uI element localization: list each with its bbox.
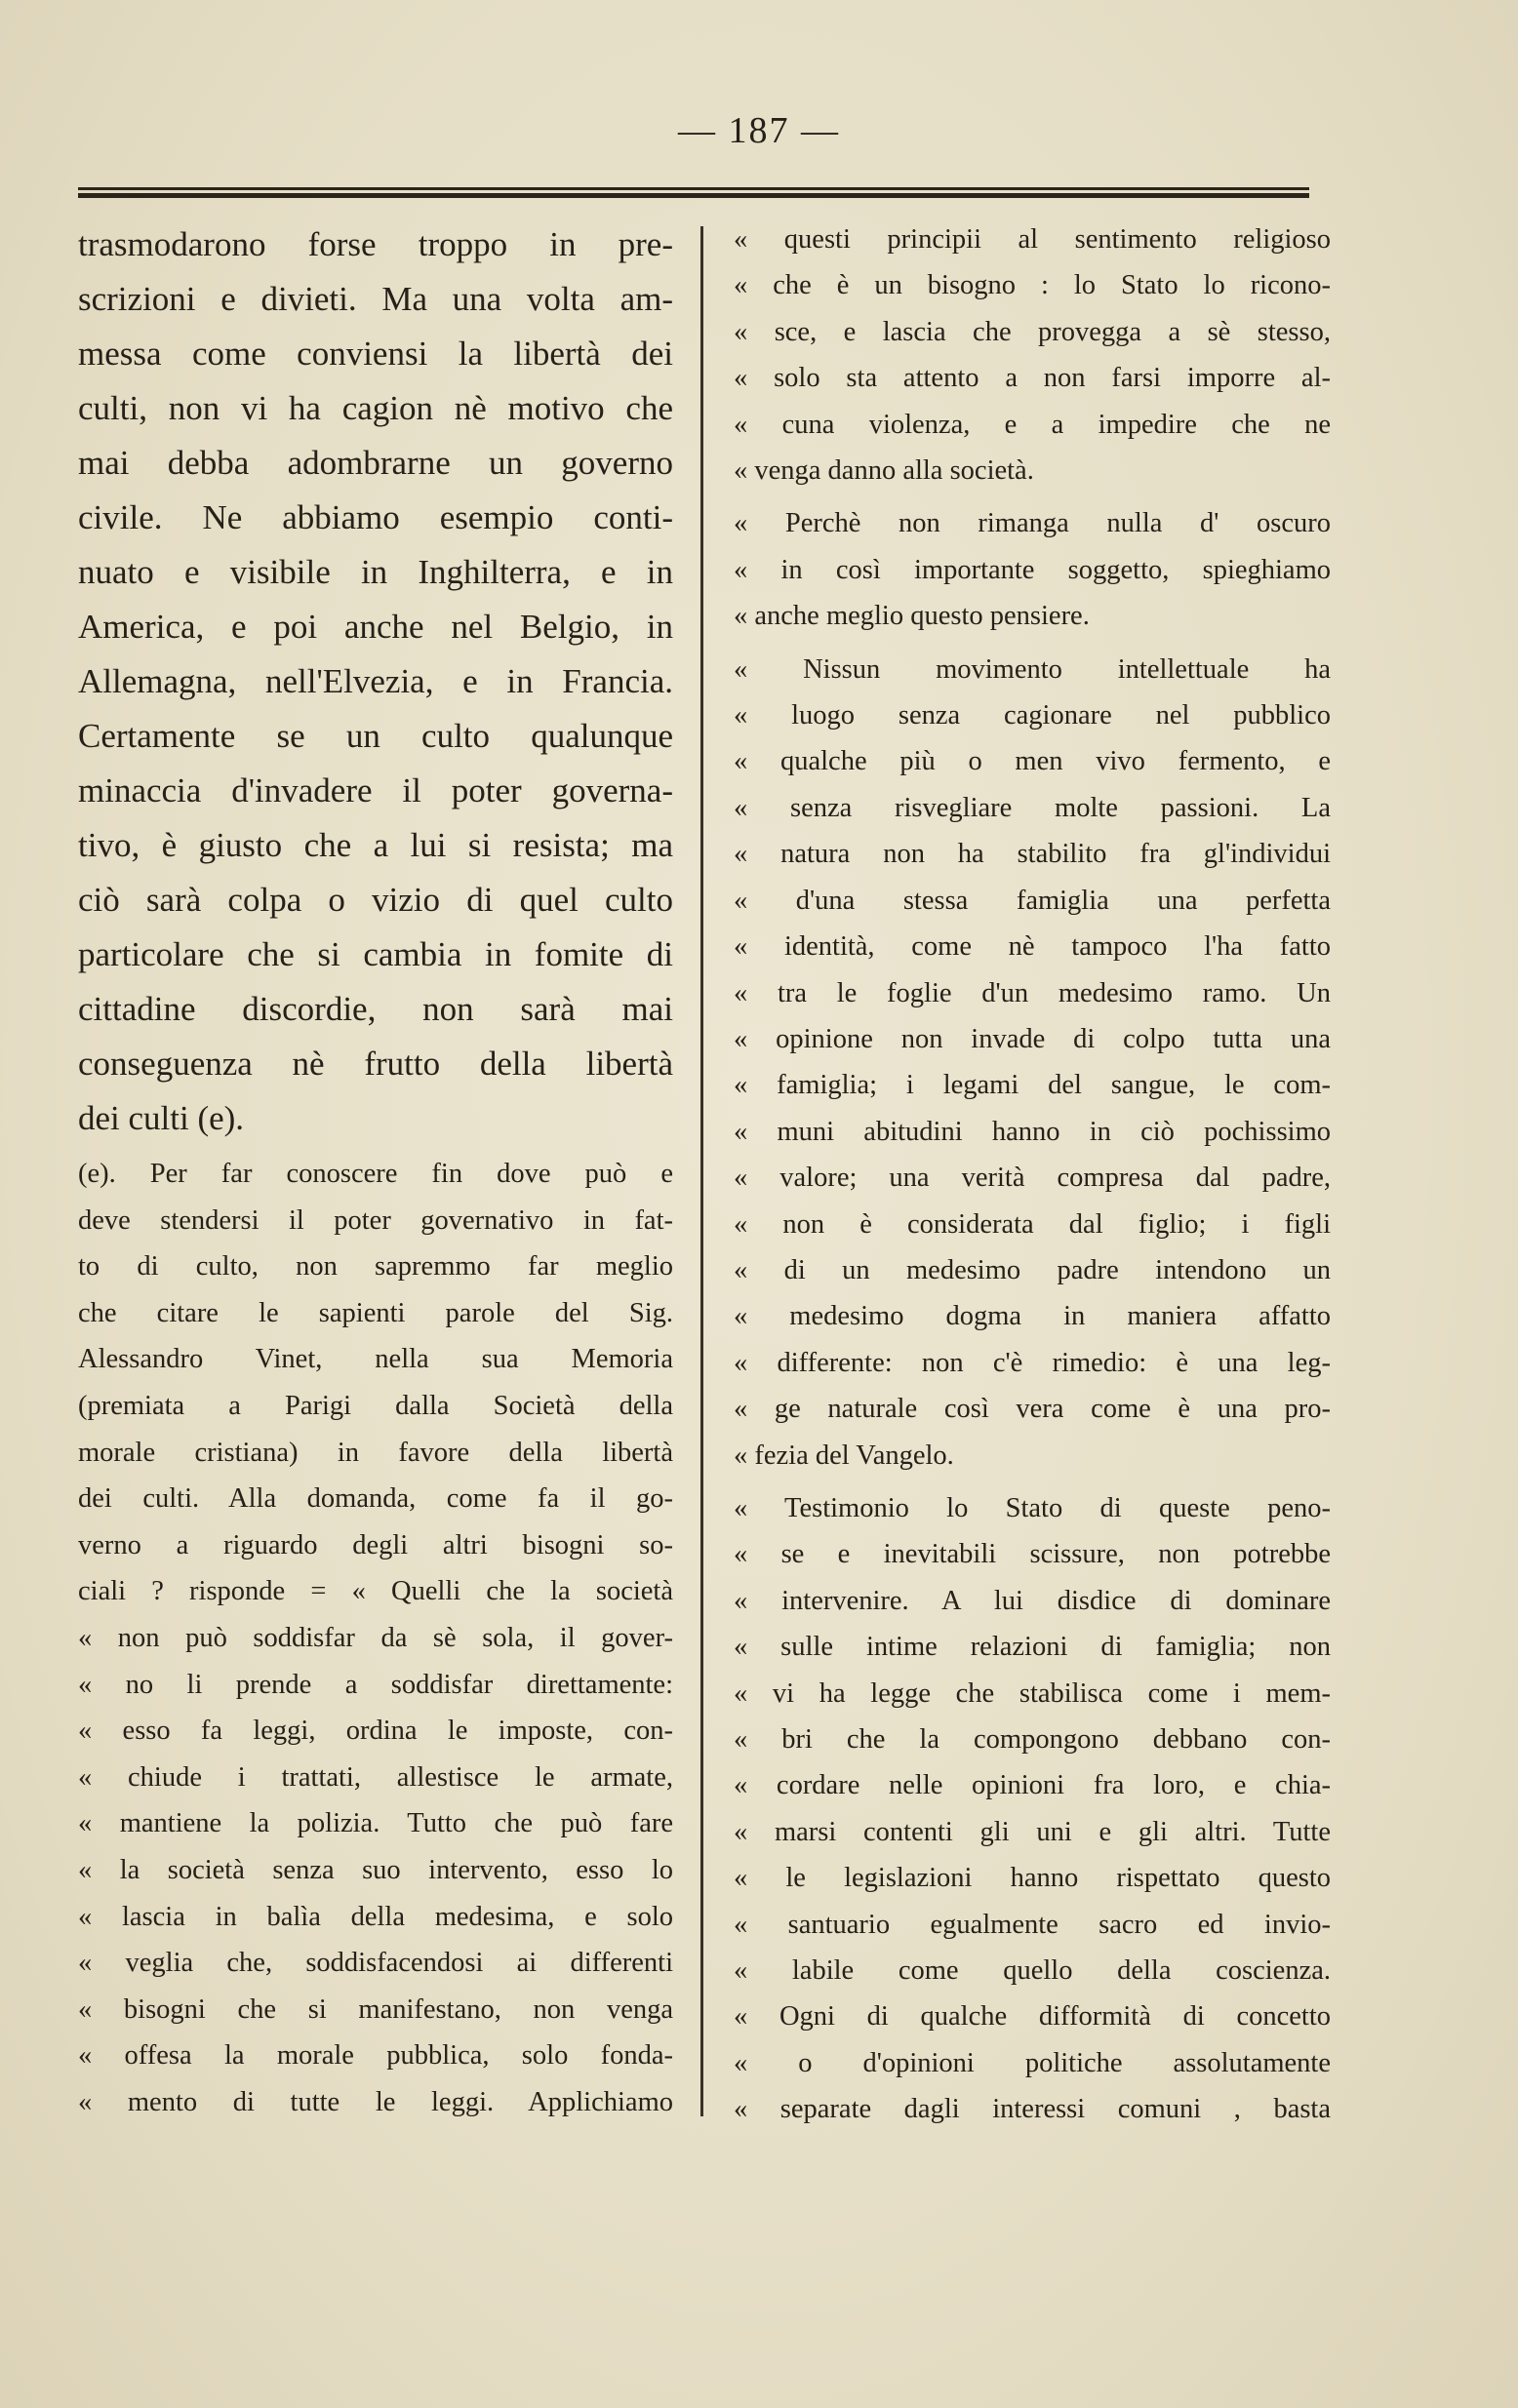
text-line: « le legislazioni hanno rispettato questo (734, 1863, 1331, 1894)
text-line: « solo sta attento a non farsi imporre al- (734, 363, 1331, 394)
text-line: « bisogni che si manifestano, non venga (78, 1994, 673, 2025)
text-line: « o d'opinioni politiche assolutamente (734, 2047, 1331, 2078)
text-line: to di culto, non sapremmo far meglio (78, 1251, 673, 1283)
text-line: civile. Ne abbiamo esempio conti- (78, 498, 673, 536)
text-line: « questi principii al sentimento religioso (734, 224, 1331, 255)
text-line: « di un medesimo padre intendono un (734, 1254, 1331, 1285)
left-column-footnote (78, 1151, 673, 2125)
text-line: « Testimonio lo Stato di queste peno- (734, 1492, 1331, 1523)
text-line: ciò sarà colpa o vizio di quel culto (78, 881, 673, 919)
text-line: « venga danno alla società. (734, 455, 1034, 487)
text-line: « d'una stessa famiglia una perfetta (734, 885, 1331, 916)
text-line: « mento di tutte le leggi. Applichiamo (78, 2086, 673, 2117)
text-line: « sulle intime relazioni di famiglia; non (734, 1632, 1331, 1663)
text-line: « mantiene la polizia. Tutto che può fare (78, 1808, 673, 1839)
text-line: « tra le foglie d'un medesimo ramo. Un (734, 977, 1331, 1008)
text-line: « veglia che, soddisfacendosi ai differenti (78, 1948, 673, 1979)
text-line: « fezia del Vangelo. (734, 1440, 954, 1471)
text-line: « qualche più o men vivo fermento, e (734, 746, 1331, 777)
text-line: « medesimo dogma in maniera affatto (734, 1301, 1331, 1332)
column-divider (700, 226, 703, 2116)
text-line: « se e inevitabili scissure, non potrebbe (734, 1539, 1331, 1570)
text-line: « luogo senza cagionare nel pubblico (734, 700, 1331, 731)
text-line: « anche meglio questo pensiere. (734, 601, 1090, 632)
text-line: « in così importante soggetto, spieghiamo (734, 554, 1331, 585)
text-line: « famiglia; i legami del sangue, le com- (734, 1070, 1331, 1101)
text-line: « no li prende a soddisfar direttamente: (78, 1669, 673, 1700)
text-line: « separate dagli interessi comuni , basta (734, 2094, 1331, 2125)
text-line: « bri che la compongono debbano con- (734, 1724, 1331, 1755)
text-line: « santuario egualmente sacro ed invio- (734, 1909, 1331, 1940)
text-line: ciali ? risponde = « Quelli che la società (78, 1576, 673, 1607)
text-line: « cuna violenza, e a impedire che ne (734, 409, 1331, 440)
left-column-main-text (78, 217, 673, 1146)
text-line: « senza risvegliare molte passioni. La (734, 792, 1331, 823)
text-line: « labile come quello della coscienza. (734, 1955, 1331, 1987)
text-line: « Nissun movimento intellettuale ha (734, 653, 1331, 685)
text-line: Allemagna, nell'Elvezia, e in Francia. (78, 662, 673, 700)
text-line: « non può soddisfar da sè sola, il gover- (78, 1622, 673, 1653)
right-column-text (734, 217, 1331, 2133)
text-line: « differente: non c'è rimedio: è una leg- (734, 1347, 1331, 1378)
text-line: cittadine discordie, non sarà mai (78, 990, 673, 1028)
text-line: conseguenza nè frutto della libertà (78, 1045, 673, 1083)
text-line: « identità, come nè tampoco l'ha fatto (734, 931, 1331, 963)
page-number: — 187 — (678, 110, 840, 151)
text-line: Alessandro Vinet, nella sua Memoria (78, 1344, 673, 1375)
text-line: « chiude i trattati, allestisce le armate, (78, 1761, 673, 1793)
text-line: dei culti (e). (78, 1099, 245, 1137)
text-line: particolare che si cambia in fomite di (78, 935, 673, 973)
text-line: « esso fa leggi, ordina le imposte, con- (78, 1716, 673, 1747)
text-line: (e). Per far conoscere fin dove può e (78, 1159, 673, 1189)
text-line: « la società senza suo intervento, esso lo (78, 1854, 673, 1885)
text-line: messa come conviensi la libertà dei (78, 335, 673, 373)
text-line: mai debba adombrarne un governo (78, 444, 673, 482)
text-line: « natura non ha stabilito fra gl'individui (734, 839, 1331, 870)
text-line: verno a riguardo degli altri bisogni so- (78, 1529, 673, 1560)
text-line: nuato e visibile in Inghilterra, e in (78, 553, 673, 591)
rule-thick-line (78, 193, 1309, 198)
text-line: « muni abitudini hanno in ciò pochissimo (734, 1116, 1331, 1147)
text-line: (premiata a Parigi dalla Società della (78, 1390, 673, 1421)
text-line: America, e poi anche nel Belgio, in (78, 608, 673, 646)
text-line: minaccia d'invadere il poter governa- (78, 771, 673, 809)
text-line: « ge naturale così vera come è una pro- (734, 1394, 1331, 1425)
text-line: deve stendersi il poter governativo in fat- (78, 1204, 673, 1236)
text-line: tivo, è giusto che a lui si resista; ma (78, 826, 673, 864)
text-line: « vi ha legge che stabilisca come i mem- (734, 1678, 1331, 1709)
text-line: « non è considerata dal figlio; i figli (734, 1208, 1331, 1240)
text-line: « che è un bisogno : lo Stato lo ricono- (734, 270, 1331, 301)
text-line: « lascia in balìa della medesima, e solo (78, 1901, 673, 1932)
text-line: dei culti. Alla domanda, come fa il go- (78, 1483, 673, 1515)
text-line: « sce, e lascia che provegga a sè stesso, (734, 316, 1331, 347)
text-line: trasmodarono forse troppo in pre- (78, 225, 673, 263)
header-double-rule (78, 187, 1309, 199)
text-line: che citare le sapienti parole del Sig. (78, 1297, 673, 1328)
text-line: scrizioni e divieti. Ma una volta am- (78, 280, 673, 318)
text-line: « cordare nelle opinioni fra loro, e chia- (734, 1770, 1331, 1801)
text-line: « Perchè non rimanga nulla d' oscuro (734, 508, 1331, 539)
text-line: Certamente se un culto qualunque (78, 717, 673, 755)
text-line: morale cristiana) in favore della libertà (78, 1437, 673, 1468)
text-line: « marsi contenti gli uni e gli altri. Tutte (734, 1816, 1331, 1847)
text-line: « opinione non invade di colpo tutta una (734, 1023, 1331, 1054)
text-line: culti, non vi ha cagion nè motivo che (78, 389, 673, 427)
text-line: « intervenire. A lui disdice di dominare (734, 1585, 1331, 1616)
text-line: « Ogni di qualche difformità di concetto (734, 2001, 1331, 2033)
text-line: « offesa la morale pubblica, solo fonda- (78, 2040, 673, 2072)
text-line: « valore; una verità compresa dal padre, (734, 1163, 1331, 1194)
rule-thin-line (78, 187, 1309, 190)
